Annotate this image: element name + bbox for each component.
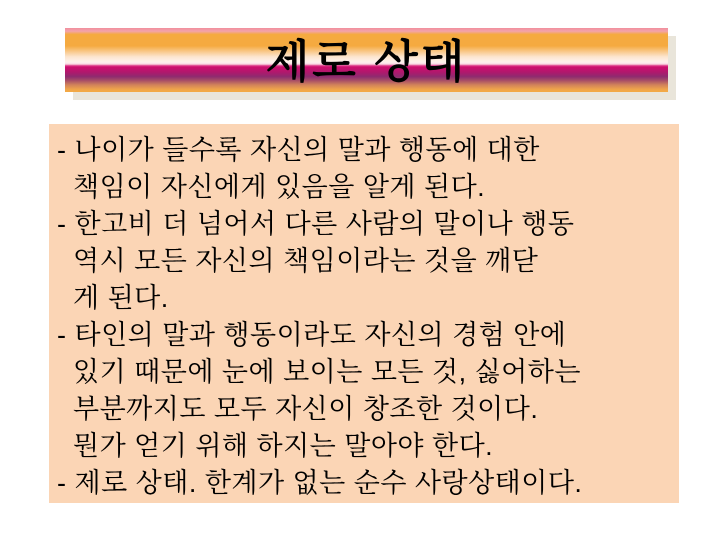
- slide-title: 제로 상태: [265, 35, 468, 87]
- body-line: 책임이 자신에게 있음을 알게 된다.: [57, 172, 486, 202]
- body-line: 있기 때문에 눈에 보이는 모든 것, 싫어하는: [57, 357, 581, 387]
- body-line: - 타인의 말과 행동이라도 자신의 경험 안에: [57, 320, 567, 350]
- body-line: 역시 모든 자신의 책임이라는 것을 깨닫: [57, 246, 539, 276]
- body-text-box: [49, 124, 679, 503]
- body-line: 뭔가 얻기 위해 하지는 말아야 한다.: [57, 431, 494, 461]
- body-line: 게 된다.: [57, 283, 169, 313]
- body-line: 부분까지도 모두 자신이 창조한 것이다.: [57, 394, 539, 424]
- title-banner: [65, 28, 668, 92]
- body-line: - 제로 상태. 한계가 없는 순수 사랑상태이다.: [57, 468, 583, 498]
- body-line: - 나이가 들수록 자신의 말과 행동에 대한: [57, 135, 540, 165]
- body-line: - 한고비 더 넘어서 다른 사람의 말이나 행동: [57, 209, 575, 239]
